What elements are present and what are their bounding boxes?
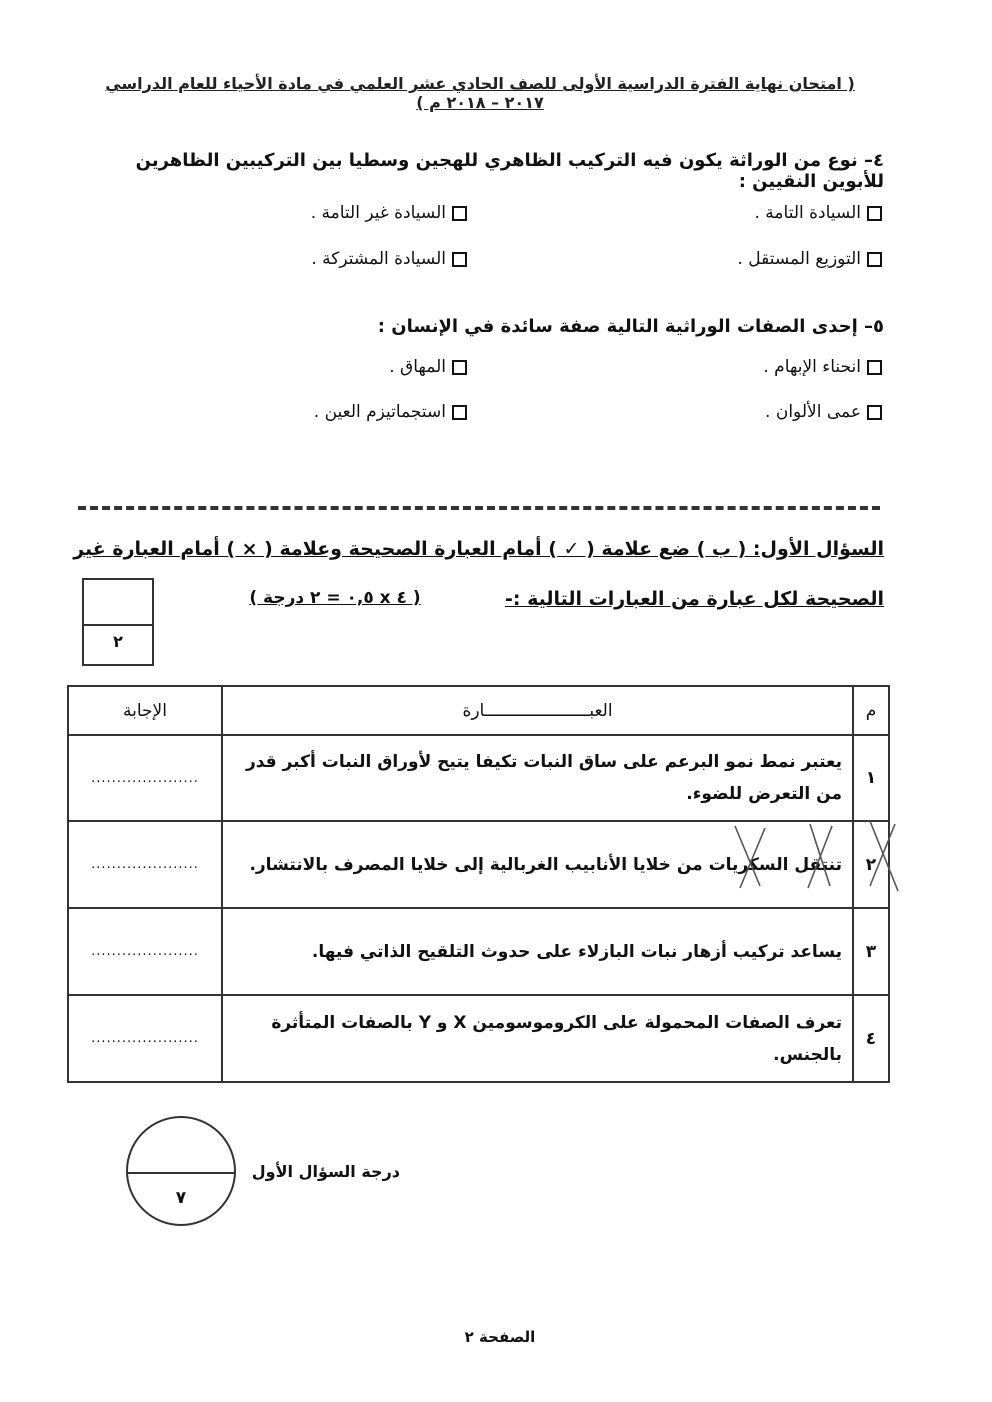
header-statement: العبـــــــــــــــــــــارة <box>222 686 853 735</box>
total-score: ٧ <box>175 1188 187 1208</box>
question-5-title: ٥– إحدى الصفات الوراثية التالية صفة سائدة في الإنسان : <box>377 316 884 337</box>
checkbox-icon[interactable] <box>867 360 882 375</box>
section-grading: ( ٤ x ٠,٥ = ٢ درجة ) <box>249 588 421 608</box>
total-label: درجة السؤال الأول <box>251 1162 400 1181</box>
section-divider <box>78 506 880 510</box>
checkbox-icon[interactable] <box>867 405 882 420</box>
header-num: م <box>853 686 889 735</box>
section-score: ٢ <box>113 632 123 651</box>
table-row <box>68 735 889 821</box>
row-statement: يعتبر نمط نمو البرعم على ساق النبات تكيفا يتيح لأوراق النبات أكبر قدر من التعرض للضوء. <box>222 735 853 821</box>
answer-field[interactable]: ..................... <box>68 821 222 908</box>
checkbox-icon[interactable] <box>452 252 467 267</box>
row-num: ٤ <box>853 995 889 1082</box>
section-instruction-line1: السؤال الأول: ( ب ) ضع علامة ( ✓ ) أمام العبارة الصحيحة وعلامة ( × ) أمام العبارة غير <box>73 538 884 560</box>
header-answer: الإجابة <box>68 686 222 735</box>
total-score-circle <box>126 1116 236 1226</box>
row-statement: تعرف الصفات المحمولة على الكروموسومين X و Y بالصفات المتأثرة بالجنس. <box>222 995 853 1082</box>
q5-option-2[interactable]: المهاق . <box>389 357 467 377</box>
row-statement: تنتقل السكريات من خلايا الأنابيب الغربالية إلى خلايا المصرف بالانتشار. <box>222 821 853 908</box>
checkbox-icon[interactable] <box>452 405 467 420</box>
answer-field[interactable]: ..................... <box>68 995 222 1082</box>
table-row <box>68 995 889 1082</box>
q4-option-3[interactable]: التوزيع المستقل . <box>737 249 882 269</box>
q5-option-1[interactable]: انحناء الإبهام . <box>763 357 882 377</box>
table-row <box>68 908 889 995</box>
checkbox-icon[interactable] <box>867 206 882 221</box>
checkbox-icon[interactable] <box>867 252 882 267</box>
q5-option-4[interactable]: استجماتيزم العين . <box>314 402 467 422</box>
row-num: ١ <box>853 735 889 821</box>
question-4-title: ٤– نوع من الوراثة يكون فيه التركيب الظاهري للهجين وسطيا بين التركيبين الظاهرين للأبوين النقيين : <box>135 150 884 192</box>
handwritten-cross-marks-icon <box>720 816 905 896</box>
checkbox-icon[interactable] <box>452 360 467 375</box>
q4-option-1[interactable]: السيادة التامة . <box>755 203 883 223</box>
q5-option-3[interactable]: عمى الألوان . <box>765 402 882 422</box>
exam-header: ( امتحان نهاية الفترة الدراسية الأولى للصف الحادي عشر العلمي في مادة الأحياء للعام الدراسي ٢٠١٧ – ٢٠١٨ م ) <box>105 74 855 112</box>
answer-field[interactable]: ..................... <box>68 735 222 821</box>
checkbox-icon[interactable] <box>452 206 467 221</box>
section-score-box <box>82 578 154 666</box>
q4-option-4[interactable]: السيادة المشتركة . <box>311 249 467 269</box>
page-number: الصفحة ٢ <box>464 1328 536 1346</box>
answer-field[interactable]: ..................... <box>68 908 222 995</box>
row-num: ٣ <box>853 908 889 995</box>
table-header-row <box>68 686 889 735</box>
section-instruction-line2: الصحيحة لكل عبارة من العبارات التالية :- <box>505 588 884 610</box>
row-num: ٢ <box>853 821 889 908</box>
row-statement: يساعد تركيب أزهار نبات البازلاء على حدوث التلقيح الذاتي فيها. <box>222 908 853 995</box>
q4-option-2[interactable]: السيادة غير التامة . <box>311 203 467 223</box>
